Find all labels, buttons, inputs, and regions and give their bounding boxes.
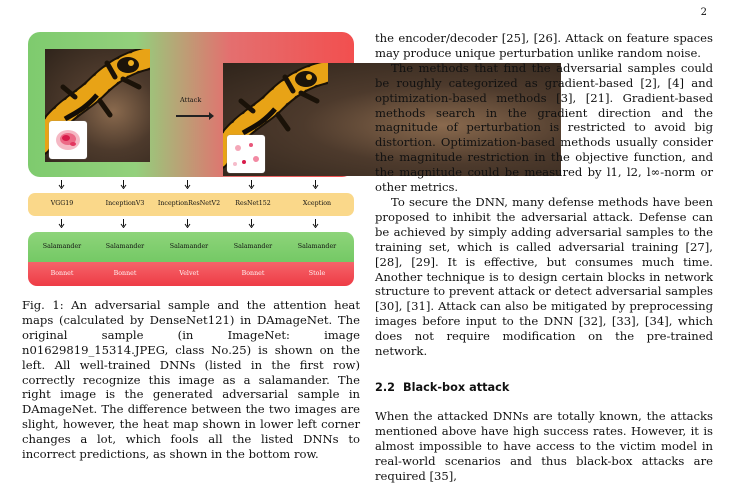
section-heading [375, 381, 509, 394]
original-prediction: Salamander [42, 243, 82, 250]
original-prediction: Salamander [105, 243, 145, 250]
down-arrow-icon [120, 180, 127, 189]
model-bar [28, 193, 354, 216]
adversarial-prediction: Bonnet [113, 270, 137, 277]
adversarial-heatmap [227, 135, 265, 173]
model-label: Xception [302, 200, 332, 207]
paragraph: The methods that find the adversarial samples could be roughly categorized as gradient-based [2], [4] and optimization-based methods [3], [21]. Gradient-based methods search in the gradient direction and the magnitude of perturbation is restricted to avoid big distortion. Optimization-based methods usually consider the magnitude restriction in the objective function, and the magnitude could be measured by l1, l2, l∞-norm or other metrics. [375, 60, 713, 195]
down-arrow-icon [58, 180, 65, 189]
figure-1 [25, 30, 355, 288]
page-number: 2 [700, 7, 707, 18]
adversarial-prediction: Bonnet [241, 270, 265, 277]
original-prediction: Salamander [169, 243, 209, 250]
paragraph: To secure the DNN, many defense methods have been proposed to inhibit the adversarial attack. Defense can be achieved by simply adding adversarial samples to the training set, which is called adversarial training [27], [28], [29]. It is effective, but consumes much time. Another technique is to design certain blocks in network structure to prevent attack or detect adversarial samples [30], [31]. Attack can also be mitigated by preprocessing images before input to the DNN [32], [33], [34], which does not require modification on the pre-trained network. [375, 194, 713, 359]
down-arrow-icon [248, 219, 255, 228]
down-arrow-icon [312, 180, 319, 189]
section-number: 2.2 [375, 381, 396, 394]
figure-caption: Fig. 1: An adversarial sample and the attention heat maps (calculated by DenseNet121) in DAmageNet. The original sample (in ImageNet: image n01629819_15314.JPEG, class No.25) is shown on the left. All well-trained DNNs (listed in the first row) correctly recognize this image as a salamander. The right image is the generated adversarial sample in DAmageNet. The difference between the two images are slight, however, the heat map shown in lower left corner changes a lot, which fools all the listed DNNs to incorrect predictions, as shown in the bottom row. [22, 298, 360, 462]
model-label: VGG19 [50, 200, 74, 207]
original-prediction: Salamander [233, 243, 273, 250]
down-arrow-icon [184, 180, 191, 189]
adversarial-prediction: Velvet [179, 270, 199, 277]
section-title: Black-box attack [403, 381, 510, 394]
attack-label: Attack [180, 96, 202, 104]
down-arrow-icon [120, 219, 127, 228]
down-arrow-icon [58, 219, 65, 228]
model-label: ResNet152 [235, 200, 271, 207]
original-heatmap [49, 121, 87, 159]
original-sample-image [45, 49, 150, 162]
adversarial-prediction: Stole [308, 270, 326, 277]
prediction-box [28, 232, 354, 286]
right-column [375, 31, 713, 359]
adversarial-prediction: Bonnet [50, 270, 74, 277]
model-label: InceptionV3 [105, 200, 145, 207]
paragraph: the encoder/decoder [25], [26]. Attack on feature spaces may produce unique perturbation unlike random noise. [375, 31, 713, 60]
attack-arrow [176, 115, 210, 117]
down-arrow-icon [248, 180, 255, 189]
section-paragraph: When the attacked DNNs are totally known, the attacks mentioned above have high success rates. However, it is almost impossible to have access to the victim model in real-world scenarios and thus black-box attacks are required [35], [375, 409, 713, 483]
down-arrow-icon [312, 219, 319, 228]
model-label: InceptionResNetV2 [157, 200, 221, 207]
image-panel [28, 32, 354, 177]
original-prediction: Salamander [297, 243, 337, 250]
down-arrow-icon [184, 219, 191, 228]
